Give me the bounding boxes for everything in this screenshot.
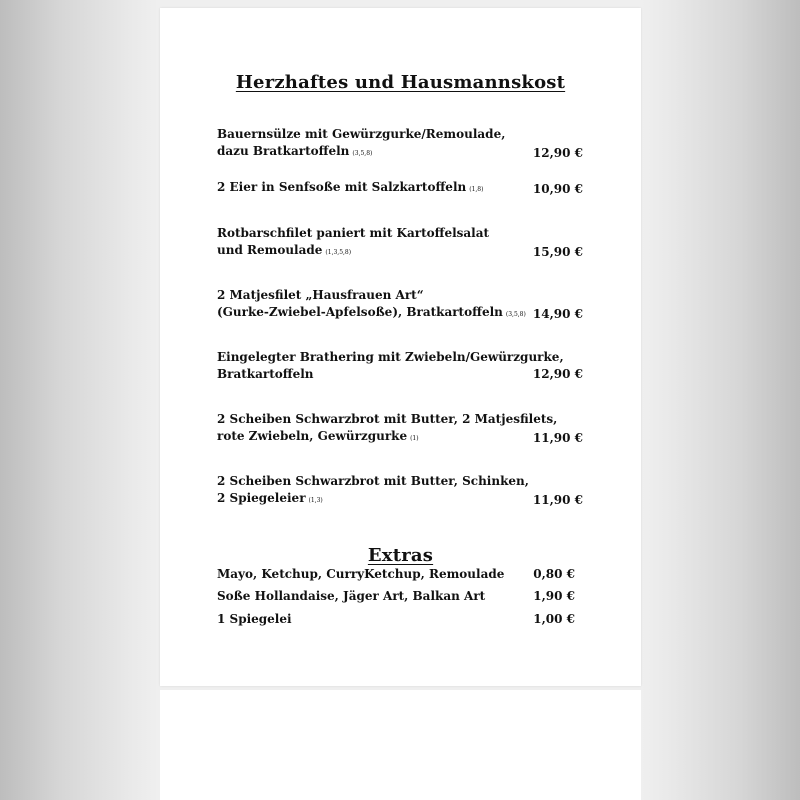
item-price: 11,90 € [532, 493, 583, 507]
item-line-2: 2 Spiegeleier [217, 491, 306, 505]
menu-item [217, 473, 583, 509]
item-price: 10,90 € [532, 182, 583, 196]
menu-item [217, 287, 583, 323]
allergen-codes: (3,5,8) [505, 311, 526, 318]
item-price: 15,90 € [532, 245, 583, 259]
item-price: 11,90 € [532, 431, 583, 445]
item-line-2: dazu Bratkartoffeln [217, 144, 350, 158]
item-line-2: rote Zwiebeln, Gewürzgurke [217, 429, 408, 443]
allergen-codes: (1,3) [308, 497, 323, 504]
item-line-1: 2 Matjesfilet „Hausfrauen Art“ [217, 288, 424, 302]
extra-item [217, 588, 575, 605]
item-price: 12,90 € [532, 146, 583, 160]
extra-name: 1 Spiegelei [217, 612, 292, 626]
menu-item [217, 349, 583, 383]
extra-price: 1,90 € [533, 589, 575, 603]
item-line-2: (Gurke-Zwiebel-Apfelsoße), Bratkartoffeln [217, 305, 503, 319]
item-price: 12,90 € [532, 367, 583, 381]
menu-section-title: Herzhaftes und Hausmannskost [235, 72, 566, 93]
allergen-codes: (1) [410, 435, 419, 442]
extra-item [217, 566, 575, 583]
page-bottom-area [160, 690, 641, 800]
menu-item [217, 126, 583, 162]
menu-item [217, 179, 583, 198]
item-line-1: 2 Scheiben Schwarzbrot mit Butter, 2 Matjesfilets, [217, 412, 558, 426]
extra-price: 0,80 € [533, 567, 575, 581]
item-line-1: Rotbarschfilet paniert mit Kartoffelsalat [217, 226, 490, 240]
extra-name: Soße Hollandaise, Jäger Art, Balkan Art [217, 589, 486, 603]
item-price: 14,90 € [532, 307, 583, 321]
item-line-2: Bratkartoffeln [217, 367, 314, 381]
menu-item [217, 411, 583, 447]
extra-price: 1,00 € [533, 612, 575, 626]
item-line-1: 2 Scheiben Schwarzbrot mit Butter, Schinken, [217, 474, 529, 488]
extra-item [217, 611, 575, 628]
item-line-1: 2 Eier in Senfsoße mit Salzkartoffeln [217, 180, 467, 194]
extra-name: Mayo, Ketchup, CurryKetchup, Remoulade [217, 567, 505, 581]
menu-page [160, 8, 641, 686]
allergen-codes: (1,3,5,8) [325, 249, 352, 256]
allergen-codes: (3,5,8) [352, 150, 373, 157]
item-line-2: und Remoulade [217, 243, 323, 257]
menu-item [217, 225, 583, 261]
item-line-1: Eingelegter Brathering mit Zwiebeln/Gewürzgurke, [217, 350, 564, 364]
allergen-codes: (1,8) [469, 186, 484, 193]
item-line-1: Bauernsülze mit Gewürzgurke/Remoulade, [217, 127, 506, 141]
extras-section-title: Extras [367, 545, 434, 566]
